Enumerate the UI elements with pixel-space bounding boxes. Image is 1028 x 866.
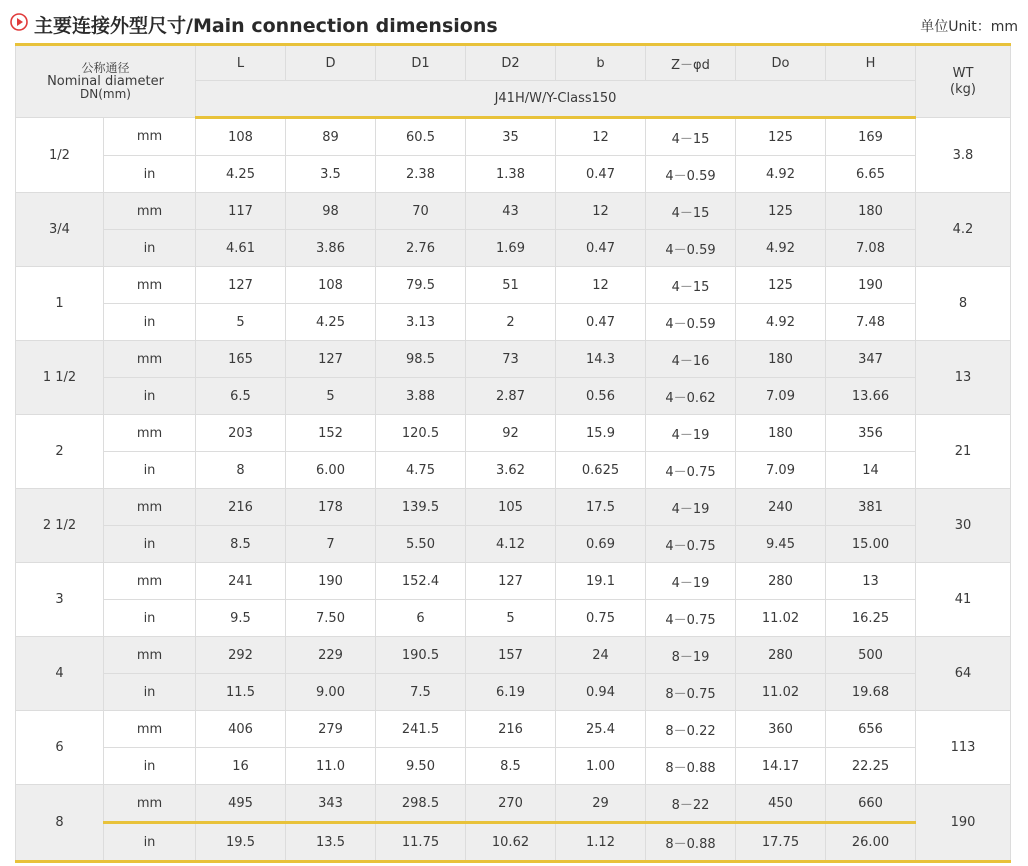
- value-cell: 5: [196, 304, 286, 341]
- value-cell: 14.17: [736, 748, 826, 785]
- value-cell: 4.75: [376, 452, 466, 489]
- value-cell: 8－19: [646, 637, 736, 674]
- value-cell: 4－15: [646, 193, 736, 230]
- value-cell: 16: [196, 748, 286, 785]
- column-header: b: [556, 45, 646, 81]
- table-row: [16, 637, 1011, 674]
- value-cell: 5.50: [376, 526, 466, 563]
- value-cell: 29: [556, 785, 646, 823]
- value-cell: 9.00: [286, 674, 376, 711]
- value-cell: 43: [466, 193, 556, 230]
- value-cell: 180: [826, 193, 916, 230]
- value-cell: 8.5: [196, 526, 286, 563]
- value-cell: 1.69: [466, 230, 556, 267]
- value-cell: 280: [736, 637, 826, 674]
- value-cell: 14: [826, 452, 916, 489]
- value-cell: 10.62: [466, 823, 556, 862]
- unit-cell: in: [104, 674, 196, 711]
- value-cell: 190.5: [376, 637, 466, 674]
- wt-header-label: WT: [952, 65, 974, 81]
- value-cell: 356: [826, 415, 916, 452]
- table-row: [16, 341, 1011, 378]
- value-cell: 1.38: [466, 156, 556, 193]
- value-cell: 8－0.22: [646, 711, 736, 748]
- unit-cell: in: [104, 823, 196, 862]
- value-cell: 16.25: [826, 600, 916, 637]
- value-cell: 7.08: [826, 230, 916, 267]
- wt-cell: 30: [916, 489, 1011, 563]
- value-cell: 26.00: [826, 823, 916, 862]
- value-cell: 6.65: [826, 156, 916, 193]
- dn-cell: 2: [16, 415, 104, 489]
- value-cell: 4－0.59: [646, 304, 736, 341]
- value-cell: 19.1: [556, 563, 646, 600]
- table-row: [16, 193, 1011, 230]
- value-cell: 7.50: [286, 600, 376, 637]
- unit-cell: in: [104, 230, 196, 267]
- value-cell: 14.3: [556, 341, 646, 378]
- wt-cell: 64: [916, 637, 1011, 711]
- play-circle-icon: [10, 13, 28, 31]
- value-cell: 6: [376, 600, 466, 637]
- table-row: [16, 748, 1011, 785]
- table-row: [16, 823, 1011, 862]
- unit-cell: in: [104, 156, 196, 193]
- value-cell: 60.5: [376, 118, 466, 156]
- value-cell: 5: [286, 378, 376, 415]
- value-cell: 12: [556, 193, 646, 230]
- value-cell: 4.25: [286, 304, 376, 341]
- value-cell: 270: [466, 785, 556, 823]
- value-cell: 98: [286, 193, 376, 230]
- value-cell: 165: [196, 341, 286, 378]
- value-cell: 216: [196, 489, 286, 526]
- value-cell: 2.87: [466, 378, 556, 415]
- value-cell: 0.47: [556, 156, 646, 193]
- value-cell: 241: [196, 563, 286, 600]
- table-row: [16, 711, 1011, 748]
- value-cell: 12: [556, 267, 646, 304]
- value-cell: 19.68: [826, 674, 916, 711]
- value-cell: 180: [736, 341, 826, 378]
- wt-header-unit: (kg): [950, 81, 976, 97]
- value-cell: 1.12: [556, 823, 646, 862]
- wt-cell: 4.2: [916, 193, 1011, 267]
- unit-cell: in: [104, 378, 196, 415]
- unit-cell: mm: [104, 489, 196, 526]
- value-cell: 360: [736, 711, 826, 748]
- wt-cell: 113: [916, 711, 1011, 785]
- table-row: [16, 304, 1011, 341]
- table-row: [16, 526, 1011, 563]
- wt-header-cell: [916, 45, 1011, 118]
- wt-cell: 13: [916, 341, 1011, 415]
- dn-cell: 3: [16, 563, 104, 637]
- value-cell: 656: [826, 711, 916, 748]
- value-cell: 4－0.75: [646, 452, 736, 489]
- value-cell: 406: [196, 711, 286, 748]
- value-cell: 24: [556, 637, 646, 674]
- value-cell: 660: [826, 785, 916, 823]
- unit-cell: in: [104, 452, 196, 489]
- table-body: [16, 118, 1011, 862]
- value-cell: 2: [466, 304, 556, 341]
- value-cell: 70: [376, 193, 466, 230]
- wt-cell: 41: [916, 563, 1011, 637]
- dn-cell: 1: [16, 267, 104, 341]
- value-cell: 11.02: [736, 674, 826, 711]
- table-row: [16, 118, 1011, 156]
- value-cell: 0.47: [556, 304, 646, 341]
- unit-label: 单位Unit：mm: [920, 19, 1018, 35]
- dn-cell: 3/4: [16, 193, 104, 267]
- value-cell: 92: [466, 415, 556, 452]
- table-row: [16, 674, 1011, 711]
- wt-cell: 3.8: [916, 118, 1011, 193]
- value-cell: 381: [826, 489, 916, 526]
- table-row: [16, 156, 1011, 193]
- value-cell: 216: [466, 711, 556, 748]
- value-cell: 229: [286, 637, 376, 674]
- table-row: [16, 452, 1011, 489]
- dn-header-en: Nominal diameter: [47, 74, 164, 89]
- value-cell: 4－15: [646, 267, 736, 304]
- value-cell: 292: [196, 637, 286, 674]
- value-cell: 4.92: [736, 304, 826, 341]
- dn-cell: 1 1/2: [16, 341, 104, 415]
- value-cell: 190: [826, 267, 916, 304]
- value-cell: 51: [466, 267, 556, 304]
- dimensions-table: [15, 43, 1011, 863]
- dn-cell: 8: [16, 785, 104, 862]
- value-cell: 11.5: [196, 674, 286, 711]
- value-cell: 139.5: [376, 489, 466, 526]
- unit-cell: mm: [104, 785, 196, 823]
- value-cell: 347: [826, 341, 916, 378]
- value-cell: 15.9: [556, 415, 646, 452]
- value-cell: 19.5: [196, 823, 286, 862]
- value-cell: 5: [466, 600, 556, 637]
- unit-cell: mm: [104, 341, 196, 378]
- unit-cell: mm: [104, 118, 196, 156]
- value-cell: 178: [286, 489, 376, 526]
- value-cell: 6.19: [466, 674, 556, 711]
- value-cell: 11.75: [376, 823, 466, 862]
- value-cell: 4.61: [196, 230, 286, 267]
- dn-header-cn: 公称通径: [81, 61, 130, 75]
- value-cell: 3.62: [466, 452, 556, 489]
- value-cell: 0.56: [556, 378, 646, 415]
- value-cell: 6.00: [286, 452, 376, 489]
- value-cell: 89: [286, 118, 376, 156]
- unit-cell: mm: [104, 193, 196, 230]
- value-cell: 152.4: [376, 563, 466, 600]
- value-cell: 105: [466, 489, 556, 526]
- table-row: [16, 230, 1011, 267]
- value-cell: 450: [736, 785, 826, 823]
- value-cell: 11.0: [286, 748, 376, 785]
- unit-cell: mm: [104, 711, 196, 748]
- value-cell: 7.5: [376, 674, 466, 711]
- unit-cell: in: [104, 600, 196, 637]
- value-cell: 4－0.59: [646, 230, 736, 267]
- value-cell: 4.25: [196, 156, 286, 193]
- value-cell: 4－19: [646, 489, 736, 526]
- value-cell: 17.75: [736, 823, 826, 862]
- value-cell: 13: [826, 563, 916, 600]
- value-cell: 4.92: [736, 230, 826, 267]
- unit-cell: mm: [104, 267, 196, 304]
- unit-cell: mm: [104, 637, 196, 674]
- value-cell: 127: [286, 341, 376, 378]
- value-cell: 9.5: [196, 600, 286, 637]
- value-cell: 7.48: [826, 304, 916, 341]
- value-cell: 4.92: [736, 156, 826, 193]
- value-cell: 4－0.75: [646, 600, 736, 637]
- value-cell: 343: [286, 785, 376, 823]
- value-cell: 120.5: [376, 415, 466, 452]
- value-cell: 1.00: [556, 748, 646, 785]
- value-cell: 169: [826, 118, 916, 156]
- value-cell: 8.5: [466, 748, 556, 785]
- table-row: [16, 785, 1011, 823]
- value-cell: 279: [286, 711, 376, 748]
- value-cell: 73: [466, 341, 556, 378]
- value-cell: 241.5: [376, 711, 466, 748]
- table-row: [16, 415, 1011, 452]
- wt-cell: 21: [916, 415, 1011, 489]
- value-cell: 3.13: [376, 304, 466, 341]
- value-cell: 8－0.75: [646, 674, 736, 711]
- unit-cell: in: [104, 748, 196, 785]
- unit-cell: mm: [104, 415, 196, 452]
- value-cell: 0.69: [556, 526, 646, 563]
- value-cell: 127: [196, 267, 286, 304]
- dn-cell: 2 1/2: [16, 489, 104, 563]
- value-cell: 4－0.75: [646, 526, 736, 563]
- dn-cell: 4: [16, 637, 104, 711]
- value-cell: 6.5: [196, 378, 286, 415]
- value-cell: 2.76: [376, 230, 466, 267]
- value-cell: 12: [556, 118, 646, 156]
- value-cell: 500: [826, 637, 916, 674]
- value-cell: 0.75: [556, 600, 646, 637]
- wt-cell: 190: [916, 785, 1011, 862]
- value-cell: 125: [736, 118, 826, 156]
- page-title: 主要连接外型尺寸/Main connection dimensions: [34, 15, 498, 37]
- value-cell: 9.50: [376, 748, 466, 785]
- value-cell: 280: [736, 563, 826, 600]
- table-row: [16, 563, 1011, 600]
- column-header: D1: [376, 45, 466, 81]
- unit-cell: mm: [104, 563, 196, 600]
- value-cell: 152: [286, 415, 376, 452]
- value-cell: 4－15: [646, 118, 736, 156]
- value-cell: 13.66: [826, 378, 916, 415]
- table-row: [16, 600, 1011, 637]
- value-cell: 495: [196, 785, 286, 823]
- value-cell: 98.5: [376, 341, 466, 378]
- column-header: Z－φd: [646, 45, 736, 81]
- value-cell: 0.94: [556, 674, 646, 711]
- value-cell: 9.45: [736, 526, 826, 563]
- value-cell: 108: [196, 118, 286, 156]
- value-cell: 298.5: [376, 785, 466, 823]
- value-cell: 127: [466, 563, 556, 600]
- value-cell: 35: [466, 118, 556, 156]
- dn-cell: 1/2: [16, 118, 104, 193]
- wt-cell: 8: [916, 267, 1011, 341]
- dn-cell: 6: [16, 711, 104, 785]
- value-cell: 7: [286, 526, 376, 563]
- value-cell: 4－0.59: [646, 156, 736, 193]
- value-cell: 17.5: [556, 489, 646, 526]
- value-cell: 13.5: [286, 823, 376, 862]
- value-cell: 7.09: [736, 452, 826, 489]
- table-row: [16, 489, 1011, 526]
- value-cell: 2.38: [376, 156, 466, 193]
- value-cell: 157: [466, 637, 556, 674]
- value-cell: 8－0.88: [646, 748, 736, 785]
- value-cell: 180: [736, 415, 826, 452]
- value-cell: 8: [196, 452, 286, 489]
- value-cell: 8－0.88: [646, 823, 736, 862]
- value-cell: 25.4: [556, 711, 646, 748]
- value-cell: 203: [196, 415, 286, 452]
- unit-cell: in: [104, 526, 196, 563]
- value-cell: 4－0.62: [646, 378, 736, 415]
- value-cell: 108: [286, 267, 376, 304]
- dn-header-cell: [16, 45, 196, 118]
- value-cell: 125: [736, 267, 826, 304]
- column-header: H: [826, 45, 916, 81]
- value-cell: 8－22: [646, 785, 736, 823]
- value-cell: 7.09: [736, 378, 826, 415]
- column-header: Do: [736, 45, 826, 81]
- column-header: D: [286, 45, 376, 81]
- column-header: L: [196, 45, 286, 81]
- dn-header-unit: DN(mm): [80, 87, 131, 101]
- value-cell: 240: [736, 489, 826, 526]
- value-cell: 79.5: [376, 267, 466, 304]
- unit-cell: in: [104, 304, 196, 341]
- value-cell: 4－19: [646, 415, 736, 452]
- value-cell: 0.47: [556, 230, 646, 267]
- value-cell: 15.00: [826, 526, 916, 563]
- value-cell: 4－19: [646, 563, 736, 600]
- value-cell: 4－16: [646, 341, 736, 378]
- value-cell: 4.12: [466, 526, 556, 563]
- table-row: [16, 378, 1011, 415]
- title-bar: [10, 8, 1020, 38]
- column-header: D2: [466, 45, 556, 81]
- value-cell: 3.86: [286, 230, 376, 267]
- value-cell: 0.625: [556, 452, 646, 489]
- value-cell: 117: [196, 193, 286, 230]
- value-cell: 3.5: [286, 156, 376, 193]
- value-cell: 190: [286, 563, 376, 600]
- value-cell: 3.88: [376, 378, 466, 415]
- model-subheader: J41H/W/Y-Class150: [196, 81, 916, 118]
- table-row: [16, 267, 1011, 304]
- value-cell: 22.25: [826, 748, 916, 785]
- value-cell: 11.02: [736, 600, 826, 637]
- value-cell: 125: [736, 193, 826, 230]
